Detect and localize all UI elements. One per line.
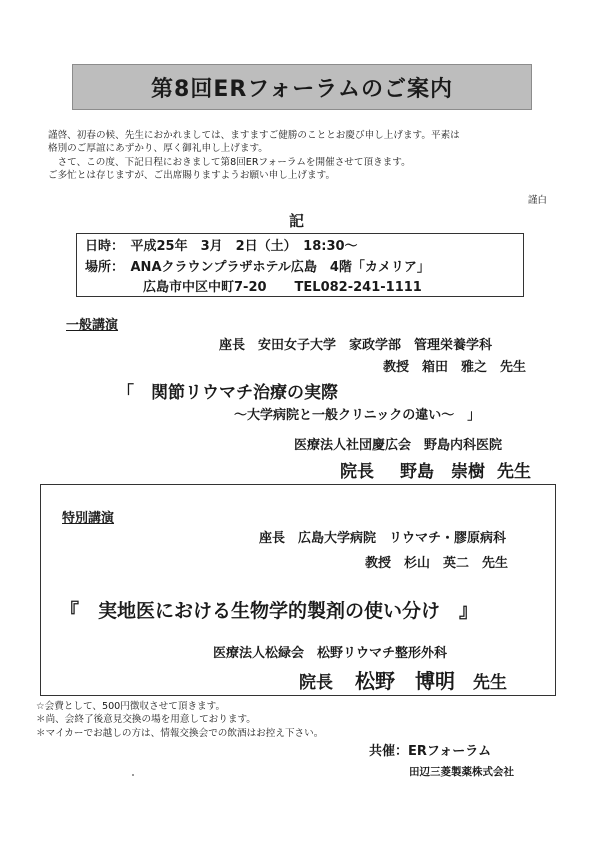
sponsor-main: 共催：ERフォーラム [369, 744, 492, 759]
special-speaker-name: 松野 博明 [355, 669, 455, 693]
general-speaker [340, 457, 531, 482]
event-date: 日時： 平成25年 3月 2日（土） 18:30～ [85, 239, 358, 254]
event-info-box [76, 233, 524, 297]
event-address-row [85, 278, 523, 299]
special-speaker-affiliation: 医療法人松緑会 松野リウマチ整形外科 [213, 646, 448, 661]
greeting-line: 格別のご厚誼にあずかり、厚く御礼申し上げます。 [48, 143, 268, 155]
notes [36, 700, 323, 740]
general-speaker-role: 院長 [340, 462, 374, 482]
page-title: 第8回ERフォーラムのご案内 [151, 76, 453, 102]
event-address: 広島市中区中町7-20 [143, 280, 267, 295]
scan-speck [132, 774, 134, 776]
closing-word: 謹白 [527, 195, 547, 206]
greeting-line: 謹啓、初春の候、先生におかれましては、ますますご健勝のこととお慶び申し上げます。平素は [48, 130, 460, 141]
event-tel: TEL082-241-1111 [294, 280, 422, 295]
general-chair-name: 教授 箱田 雅之 先生 [383, 360, 527, 375]
greeting-line: さて、この度、下記日程におきまして第8回ERフォーラムを開催させて頂きます。 [48, 156, 411, 168]
note-line: ☆会費として、500円徴収させて頂きます。 [36, 701, 226, 712]
special-speaker-honorific: 先生 [473, 673, 507, 693]
greeting-line: ご多忙とは存じますが、ご出席賜りますようお願い申し上げます。 [48, 170, 336, 182]
special-speaker [299, 665, 507, 694]
general-speaker-honorific: 先生 [497, 462, 531, 482]
special-speaker-role: 院長 [299, 673, 333, 693]
title-banner [72, 64, 532, 110]
general-chair-affiliation: 座長 安田女子大学 家政学部 管理栄養学科 [219, 338, 493, 353]
general-lecture-label: 一般講演 [66, 318, 119, 333]
note-line: ＊マイカーでお越しの方は、情報交換会での飲酒はお控え下さい。 [36, 727, 324, 739]
special-chair-affiliation: 座長 広島大学病院 リウマチ・膠原病科 [259, 531, 507, 546]
special-lecture-label: 特別講演 [62, 511, 115, 526]
general-lecture-title: 「 関節リウマチ治療の実際 [117, 383, 338, 403]
special-chair-name: 教授 杉山 英二 先生 [365, 556, 509, 571]
sponsor-co: 田辺三菱製薬株式会社 [409, 766, 514, 778]
ki-heading: 記 [289, 212, 305, 230]
general-speaker-affiliation: 医療法人社団慶広会 野島内科医院 [294, 438, 503, 453]
general-lecture-subtitle: ～大学病院と一般クリニックの違い～ 」 [234, 408, 481, 423]
note-line: ＊尚、会終了後意見交換の場を用意しております。 [36, 714, 256, 726]
special-lecture-title: 『 実地医における生物学的製剤の使い分け 』 [60, 600, 479, 622]
event-venue: 場所： ANAクラウンプラザホテル広島 4階「カメリア」 [85, 259, 430, 275]
greeting-text [48, 129, 558, 183]
general-speaker-name: 野島 崇樹 [400, 462, 485, 482]
